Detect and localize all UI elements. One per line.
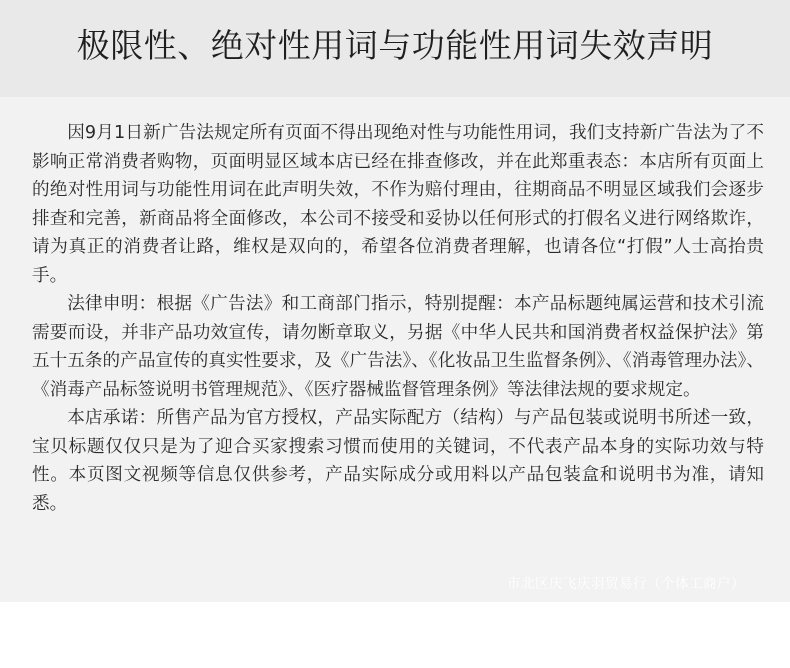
store-watermark: 市北区庆飞庆羽贸易行（个体工商户） [507,576,745,592]
statement-panel [0,97,790,602]
statement-text [32,119,764,518]
paragraph-disclaimer: 因9月1日新广告法规定所有页面不得出现绝对性与功能性用词，我们支持新广告法为了不影响正常消费者购物，页面明显区域本店已经在排查修改，并在此郑重表态：本店所有页面上的绝对性用词与功能性用词在此声明失效，不作为赔付理由，往期商品不明显区域我们会逐步排查和完善，新商品将全面修改，本公司不接受和妥协以任何形式的打假名义进行网络欺诈，请为真正的消费者让路，维权是双向的，希望各位消费者理解，也请各位“打假”人士高抬贵手。 [32,123,764,286]
header-bar [0,0,790,97]
paragraph-store-promise: 本店承诺：所售产品为官方授权，产品实际配方（结构）与产品包装或说明书所述一致，宝贝标题仅仅只是为了迎合买家搜索习惯而使用的关键词，不代表产品本身的实际功效与特性。本页图文视频等信息仅供参考，产品实际成分或用料以产品包装盒和说明书为准，请知悉。 [32,408,764,514]
paragraph-legal-notice: 法律申明：根据《广告法》和工商部门指示，特别提醒：本产品标题纯属运营和技术引流需要而设，并非产品功效宣传，请勿断章取义，另据《中华人民共和国消费者权益保护法》第五十五条的产品宣传的真实性要求，及《广告法》、《化妆品卫生监督条例》、《消毒管理办法》、《消毒产品标签说明书管理规范》、《医疗器械监督管理条例》等法律法规的要求规定。 [32,294,764,400]
page-title: 极限性、绝对性用词与功能性用词失效声明 [76,26,714,65]
